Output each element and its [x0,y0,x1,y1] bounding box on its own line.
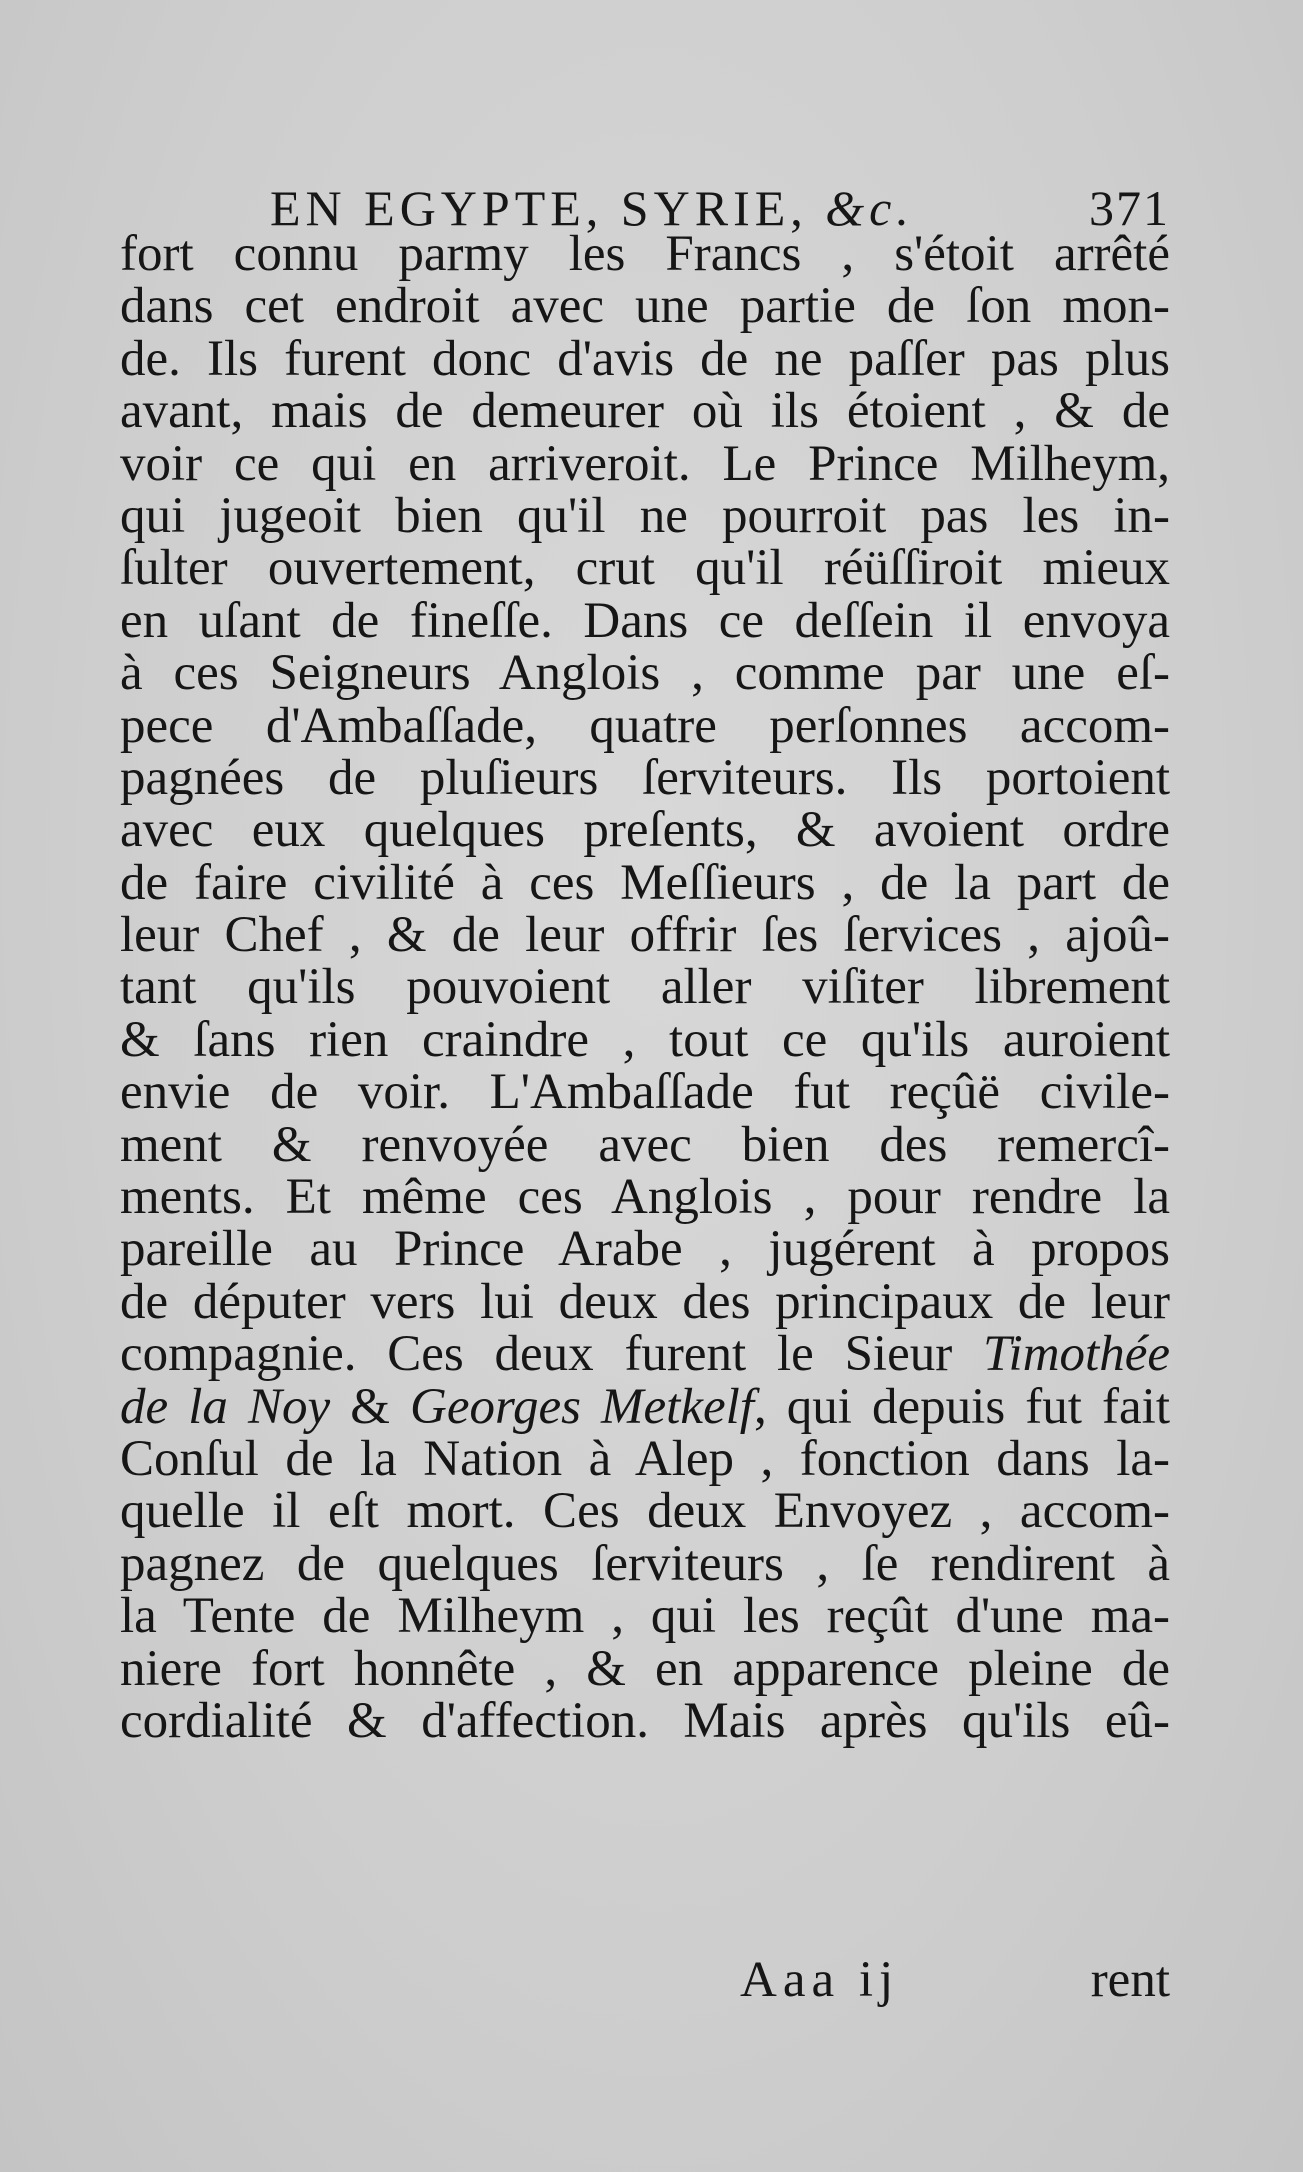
text-line: pagnées de pluſieurs ſerviteurs. Ils portoient [120,749,1170,806]
text-line: Conſul de la Nation à Alep , fonction dans la- [120,1430,1170,1487]
text-line: & ſans rien craindre , tout ce qu'ils auroient [120,1011,1170,1068]
text-line: quelle il eſt mort. Ces deux Envoyez , accom- [120,1483,1170,1540]
text-line: ments. Et même ces Anglois , pour rendre la [120,1169,1170,1226]
text-line: tant qu'ils pouvoient aller viſiter librement [120,959,1170,1016]
text-line: de la Noy & Georges Metkelf, qui depuis fut fait [120,1378,1171,1435]
text-line: voir ce qui en arriveroit. Le Prince Milheym, [120,435,1170,492]
body-text [120,228,1170,1747]
text-line: de faire civilité à ces Meſſieurs , de la part de [120,854,1170,911]
text-line: la Tente de Milheym , qui les reçût d'une ma- [120,1588,1170,1645]
text-line: ment & renvoyée avec bien des remercî- [120,1116,1170,1173]
italic-name: Georges Metkelf [410,1378,754,1435]
text-line: fort connu parmy les Francs , s'étoit arrêté [120,226,1170,282]
text-line: pece d'Ambaſſade, quatre perſonnes accom- [120,697,1170,754]
text-line: pagnez de quelques ſerviteurs , ſe rendirent à [120,1535,1170,1592]
text-line: à ces Seigneurs Anglois , comme par une eſ- [120,645,1170,702]
text-line: pareille au Prince Arabe , jugérent à propos [120,1221,1170,1278]
text-line: de députer vers lui deux des principaux de leur [120,1273,1170,1330]
text-line: avec eux quelques preſents, & avoient ordre [120,802,1170,859]
running-title-etc: &c. [825,180,914,236]
signature-mark: Aaa ij [740,1952,900,2008]
text-line: de. Ils furent donc d'avis de ne paſſer pas plus [120,330,1170,387]
text-line: leur Chef , & de leur offrir ſes ſervices , ajoû- [120,907,1170,964]
text-line: en uſant de fineſſe. Dans ce deſſein il envoya [120,592,1170,649]
italic-name: de la Noy [120,1378,331,1435]
text-line: dans cet endroit avec une partie de ſon mon- [120,278,1170,335]
text-line: compagnie. Ces deux furent le Sieur Timothée [120,1326,1170,1383]
running-title-main: EN EGYPTE, SYRIE, [270,180,808,236]
text-line: niere fort honnête , & en apparence pleine de [120,1640,1170,1697]
text-line: envie de voir. L'Ambaſſade fut reçûë civile- [120,1064,1170,1121]
italic-name: Timothée [983,1326,1170,1383]
page-number: 371 [1089,180,1170,236]
text-line: ſulter ouvertement, crut qu'il réüſſiroit mieux [120,540,1170,597]
text-line: qui jugeoit bien qu'il ne pourroit pas les in- [120,487,1170,544]
text-line: cordialité & d'affection. Mais après qu'ils eû- [120,1692,1170,1749]
text-line: avant, mais de demeurer où ils étoient , & de [120,383,1170,440]
catchword: rent [1090,1952,1170,2008]
page-footer [120,1950,1170,2010]
